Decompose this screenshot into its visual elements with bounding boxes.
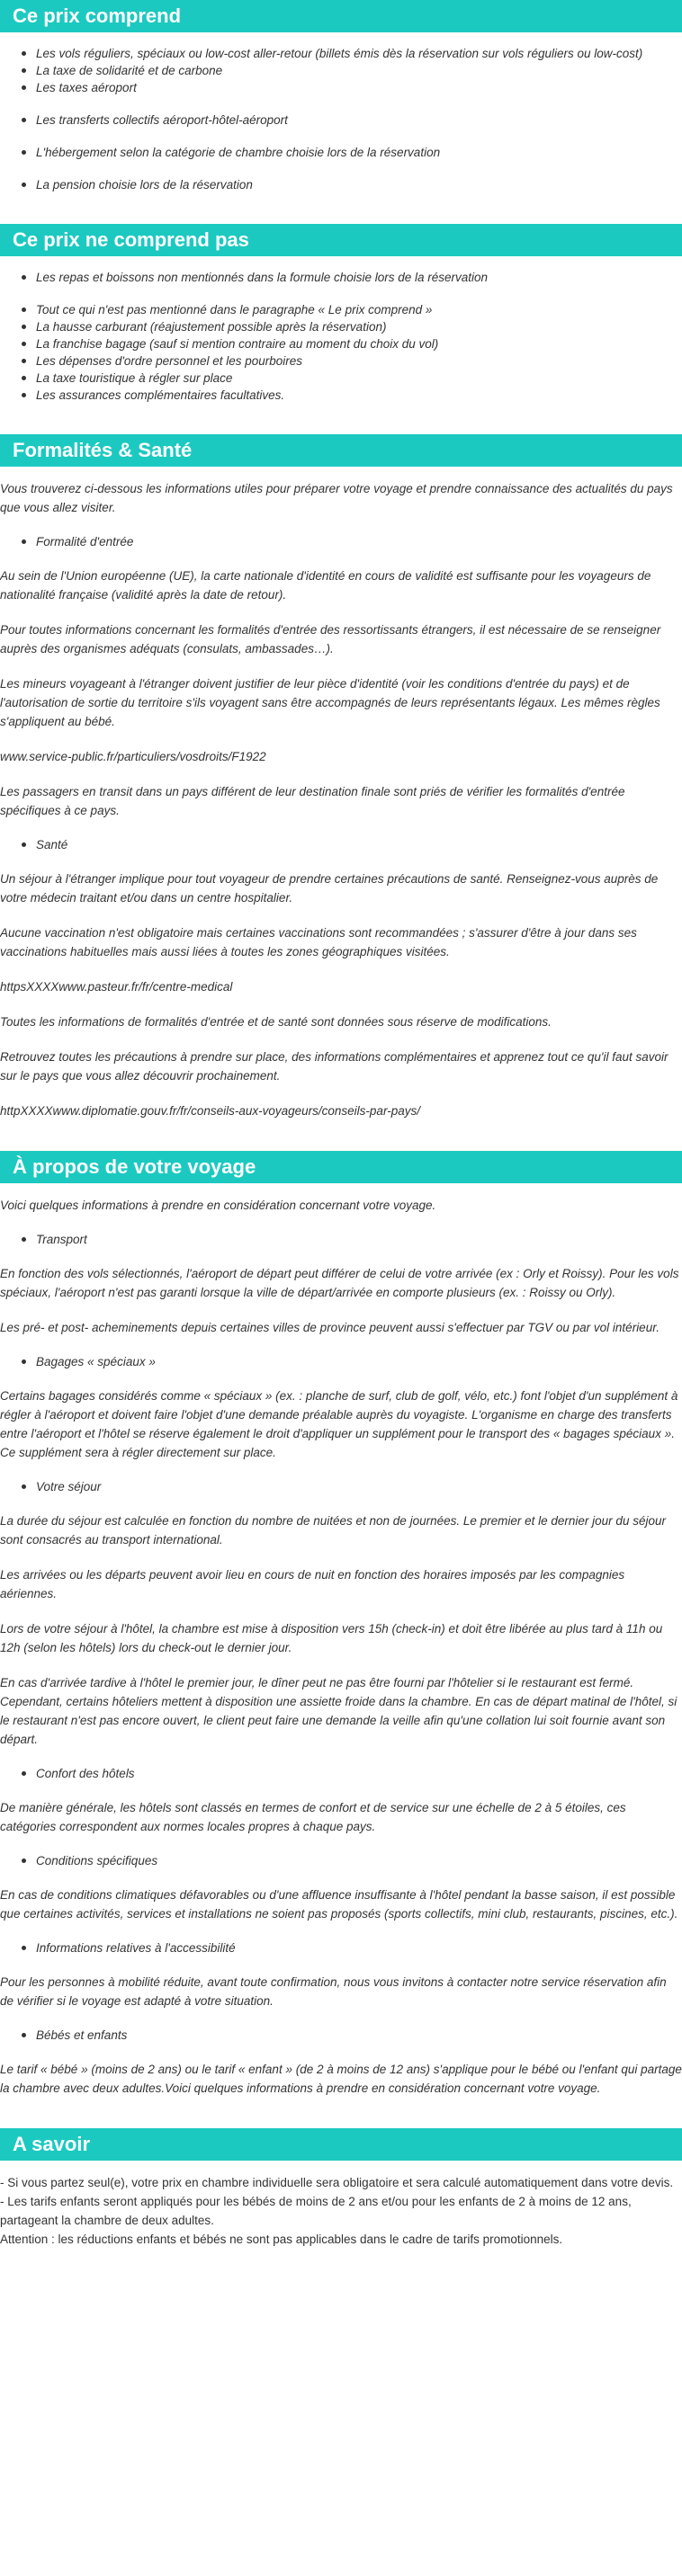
section-title: A savoir: [0, 2128, 682, 2161]
list-item: Les taxes aéroport: [36, 79, 669, 96]
subheading: Santé: [36, 836, 682, 853]
paragraph: Lors de votre séjour à l'hôtel, la chambre est mise à disposition vers 15h (check-in) et doit être libérée au plus tard à 11h ou 12h (selon les hôtels) lors du check-out le dernier jour.: [0, 1622, 663, 1654]
paragraph: La durée du séjour est calculée en fonction du nombre de nuitées et non de journées. Le premier et le dernier jour du séjour sont consacrés au transport international.: [0, 1514, 666, 1546]
list-item: Les assurances complémentaires facultatives.: [36, 387, 669, 404]
paragraph: Les passagers en transit dans un pays différent de leur destination finale sont priés de vérifier les formalités d'entrée spécifiques à ce pays.: [0, 785, 625, 817]
pasteur-link[interactable]: httpsXXXXwww.pasteur.fr/fr/centre-medical: [0, 980, 233, 994]
section-body: [0, 1183, 682, 2098]
list-item: Les repas et boissons non mentionnés dans la formule choisie lors de la réservation: [36, 269, 669, 286]
paragraph: Vous trouverez ci-dessous les informations utiles pour préparer votre voyage et prendre connaissance des actualités du pays que vous allez visiter.: [0, 482, 673, 514]
section-formalites-sante: [0, 434, 682, 1120]
paragraph: En fonction des vols sélectionnés, l'aéroport de départ peut différer de celui de votre arrivée (ex : Orly et Roissy). Pour les vols spéciaux, l'aéroport n'est pas garanti lorsque la ville de départ/arrivée en comporte plusieurs (ex. : Roissy ou Orly).: [0, 1267, 679, 1299]
list-item: La pension choisie lors de la réservation: [36, 176, 669, 193]
paragraph: Le tarif « bébé » (moins de 2 ans) ou le tarif « enfant » (de 2 à moins de 12 ans) s'applique pour le bébé ou l'enfant qui partage la chambre avec deux adultes.Voici quelques informations à prendre en considération concernant votre voyage.: [0, 2063, 682, 2095]
paragraph: Attention : les réductions enfants et bébés ne sont pas applicables dans le cadre de tarifs promotionnels.: [0, 2233, 563, 2246]
section-title: Ce prix comprend: [0, 0, 682, 32]
section-title: Formalités & Santé: [0, 434, 682, 467]
service-public-link[interactable]: www.service-public.fr/particuliers/vosdroits/F1922: [0, 750, 266, 763]
list-item: Les vols réguliers, spéciaux ou low-cost aller-retour (billets émis dès la réservation sur vols réguliers ou low-cost): [36, 45, 669, 62]
section-a-propos: [0, 1151, 682, 2098]
subheading: Informations relatives à l'accessibilité: [36, 1939, 682, 1957]
subheading: Transport: [36, 1231, 682, 1248]
list-item: La taxe touristique à régler sur place: [36, 370, 669, 387]
paragraph: En cas d'arrivée tardive à l'hôtel le premier jour, le dîner peut ne pas être fourni par l'hôtelier si le restaurant est fermé. Cependant, certains hôteliers mettent à disposition une assiette froide dans la chambre. En cas de départ matinal de l'hôtel, si le restaurant n'est pas encore ouvert, le client peut faire une demande la veille afin qu'une collation lui soit fournie avant son départ.: [0, 1676, 678, 1746]
section-title: À propos de votre voyage: [0, 1151, 682, 1183]
list-item: Les transferts collectifs aéroport-hôtel-aéroport: [36, 111, 669, 129]
subheading: Bébés et enfants: [36, 2027, 682, 2044]
paragraph: En cas de conditions climatiques défavorables ou d'une affluence insuffisante à l'hôtel pendant la basse saison, il est possible que certaines activités, services et installations ne soient pas proposés (sports collectifs, mini club, restaurants, piscines, etc.).: [0, 1888, 678, 1921]
section-body: [0, 467, 682, 1120]
list-item: Les dépenses d'ordre personnel et les pourboires: [36, 352, 669, 370]
paragraph: De manière générale, les hôtels sont classés en termes de confort et de service sur une échelle de 2 à 5 étoiles, ces catégories correspondent aux normes locales propres à chaque pays.: [0, 1801, 626, 1833]
excluded-list: [0, 269, 682, 404]
section-title: Ce prix ne comprend pas: [0, 224, 682, 256]
subheading: Formalité d'entrée: [36, 533, 682, 550]
paragraph: Pour toutes informations concernant les formalités d'entrée des ressortissants étrangers, il est nécessaire de se renseigner auprès des organismes adéquats (consulats, ambassades…).: [0, 623, 661, 655]
list-item: Tout ce qui n'est pas mentionné dans le paragraphe « Le prix comprend »: [36, 301, 669, 318]
included-list: [0, 45, 682, 193]
subheading: Confort des hôtels: [36, 1765, 682, 1782]
paragraph: Toutes les informations de formalités d'entrée et de santé sont données sous réserve de modifications.: [0, 1015, 552, 1029]
subheading: Votre séjour: [36, 1478, 682, 1495]
section-prix-ne-comprend: [0, 224, 682, 404]
diplomatie-link[interactable]: httpXXXXwww.diplomatie.gouv.fr/fr/conseils-aux-voyageurs/conseils-par-pays/: [0, 1104, 420, 1118]
paragraph: - Si vous partez seul(e), votre prix en chambre individuelle sera obligatoire et sera calculé automatiquement dans votre devis.: [0, 2176, 674, 2189]
list-item: L'hébergement selon la catégorie de chambre choisie lors de la réservation: [36, 144, 669, 161]
list-item: La franchise bagage (sauf si mention contraire au moment du choix du vol): [36, 335, 669, 352]
paragraph: Les arrivées ou les départs peuvent avoir lieu en cours de nuit en fonction des horaires imposés par les compagnies aériennes.: [0, 1568, 625, 1600]
paragraph: Un séjour à l'étranger implique pour tout voyageur de prendre certaines précautions de santé. Renseignez-vous auprès de votre médecin traitant et/ou dans un centre hospitalier.: [0, 872, 659, 905]
paragraph: Retrouvez toutes les précautions à prendre sur place, des informations complémentaires et apprenez tout ce qu'il faut savoir sur le pays que vous allez découvrir prochainement.: [0, 1050, 669, 1083]
paragraph: Les pré- et post- acheminements depuis certaines villes de province peuvent aussi s'effectuer par TGV ou par vol intérieur.: [0, 1321, 660, 1334]
list-item: La taxe de solidarité et de carbone: [36, 62, 669, 79]
paragraph: - Les tarifs enfants seront appliqués pour les bébés de moins de 2 ans et/ou pour les enfants de 2 à moins de 12 ans, partageant la chambre de deux adultes.: [0, 2195, 632, 2227]
paragraph: Les mineurs voyageant à l'étranger doivent justifier de leur pièce d'identité (voir les conditions d'entrée du pays) et de l'autorisation de sortie du territoire s'ils voyagent sans être accompagnés de leurs représentants légaux. Les mêmes règles s'appliquent au bébé.: [0, 677, 660, 728]
paragraph: Au sein de l'Union européenne (UE), la carte nationale d'identité en cours de validité est suffisante pour les voyageurs de nationalité française (validité après la date de retour).: [0, 569, 651, 602]
paragraph: Aucune vaccination n'est obligatoire mais certaines vaccinations sont recommandées ; s'assurer d'être à jour dans ses vaccinations habituelles mais aussi liées à toutes les zones géographiques visitées.: [0, 926, 637, 958]
paragraph: Pour les personnes à mobilité réduite, avant toute confirmation, nous vous invitons à contacter notre service réservation afin de vérifier si le voyage est adapté à votre situation.: [0, 1975, 667, 2008]
section-a-savoir: [0, 2128, 682, 2249]
paragraph: Voici quelques informations à prendre en considération concernant votre voyage.: [0, 1199, 436, 1212]
subheading: Conditions spécifiques: [36, 1852, 682, 1869]
section-prix-comprend: [0, 0, 682, 193]
section-body: [0, 2161, 682, 2249]
list-item: La hausse carburant (réajustement possible après la réservation): [36, 318, 669, 335]
subheading: Bagages « spéciaux »: [36, 1353, 682, 1370]
paragraph: Certains bagages considérés comme « spéciaux » (ex. : planche de surf, club de golf, vélo, etc.) font l'objet d'un supplément à régler à l'aéroport et doivent faire l'objet d'une demande préalable auprès du voyagiste. L'organisme en charge des transferts entre l'aéroport et l'hôtel se réserve également le droit d'appliquer un supplément pour le transport des « bagages spéciaux ». Ce supplément sera à régler directement sur place.: [0, 1389, 678, 1459]
